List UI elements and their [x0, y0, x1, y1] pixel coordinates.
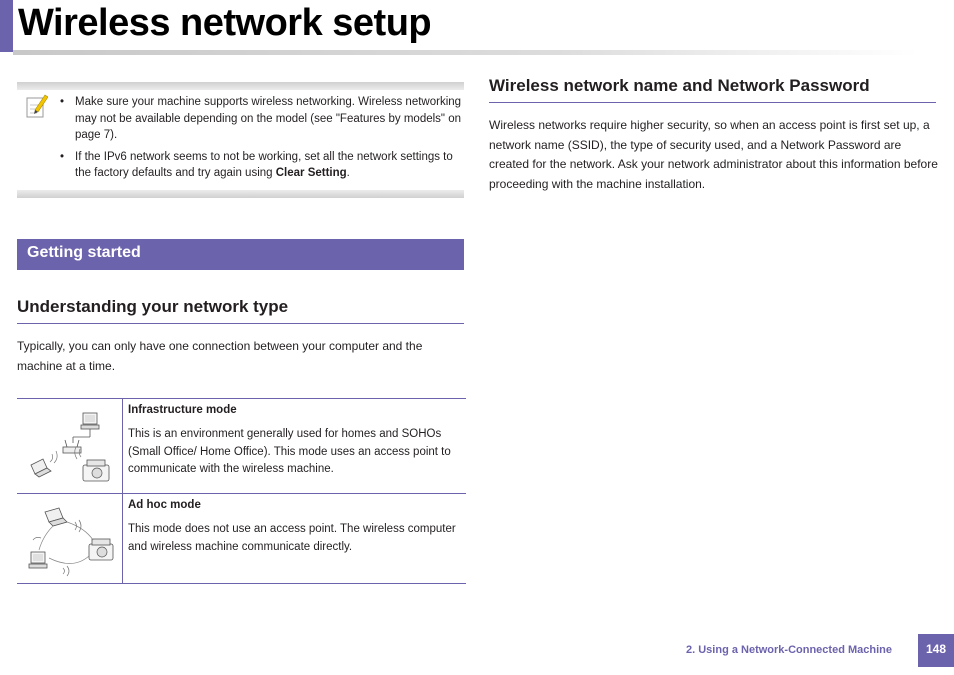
clear-setting-term: Clear Setting	[275, 167, 347, 179]
header-accent-bar	[0, 0, 13, 52]
mode-desc-infrastructure: This is an environment generally used for homes and SOHOs (Small Office/ Home Office). This mode uses an access point to communicate with the wireless machine.	[128, 428, 451, 475]
heading-network-type: Understanding your network type	[17, 297, 289, 316]
mode-desc-adhoc: This mode does not use an access point. The wireless computer and wireless machine communicate directly.	[128, 523, 456, 553]
title-divider	[13, 50, 918, 55]
note-box-top-border	[17, 82, 464, 90]
heading-network-type-rule	[17, 323, 464, 324]
heading-network-name-password-rule	[489, 102, 936, 103]
adhoc-network-illustration	[23, 500, 117, 582]
infrastructure-network-illustration	[23, 407, 117, 489]
network-name-password-body: Wireless networks require higher security, so when an access point is first set up, a network name (SSID), the type of security used, and a Network Password are created for the network. Ask your network administrator about this information before proceeding with the machine installation.	[489, 118, 938, 191]
mode-name-adhoc: Ad hoc mode	[128, 499, 201, 511]
network-mode-table	[17, 398, 466, 584]
page-number-badge: 148	[918, 634, 954, 667]
section-bar-label: Getting started	[27, 244, 141, 261]
footer-chapter-label: 2. Using a Network-Connected Machine	[686, 644, 892, 656]
note-list	[75, 94, 463, 187]
note-box	[17, 82, 464, 198]
note-item: • If the IPv6 network seems to not be working, set all the network settings to the factory defaults and try again using Clear Setting.	[75, 149, 463, 182]
note-box-bottom-border	[17, 190, 464, 198]
network-type-intro: Typically, you can only have one connection between your computer and the machine at a time.	[17, 339, 423, 373]
table-row-adhoc	[17, 494, 466, 584]
mode-name-infrastructure: Infrastructure mode	[128, 404, 237, 416]
note-pencil-icon	[26, 93, 48, 119]
section-bar-getting-started	[17, 239, 464, 270]
heading-network-name-password: Wireless network name and Network Password	[489, 76, 870, 95]
note-item: • Make sure your machine supports wireless networking. Wireless networking may not be available depending on the model (see "Features by models" on page 7).	[75, 94, 463, 144]
page-title: Wireless network setup	[18, 2, 432, 44]
table-row-infrastructure	[17, 399, 466, 494]
